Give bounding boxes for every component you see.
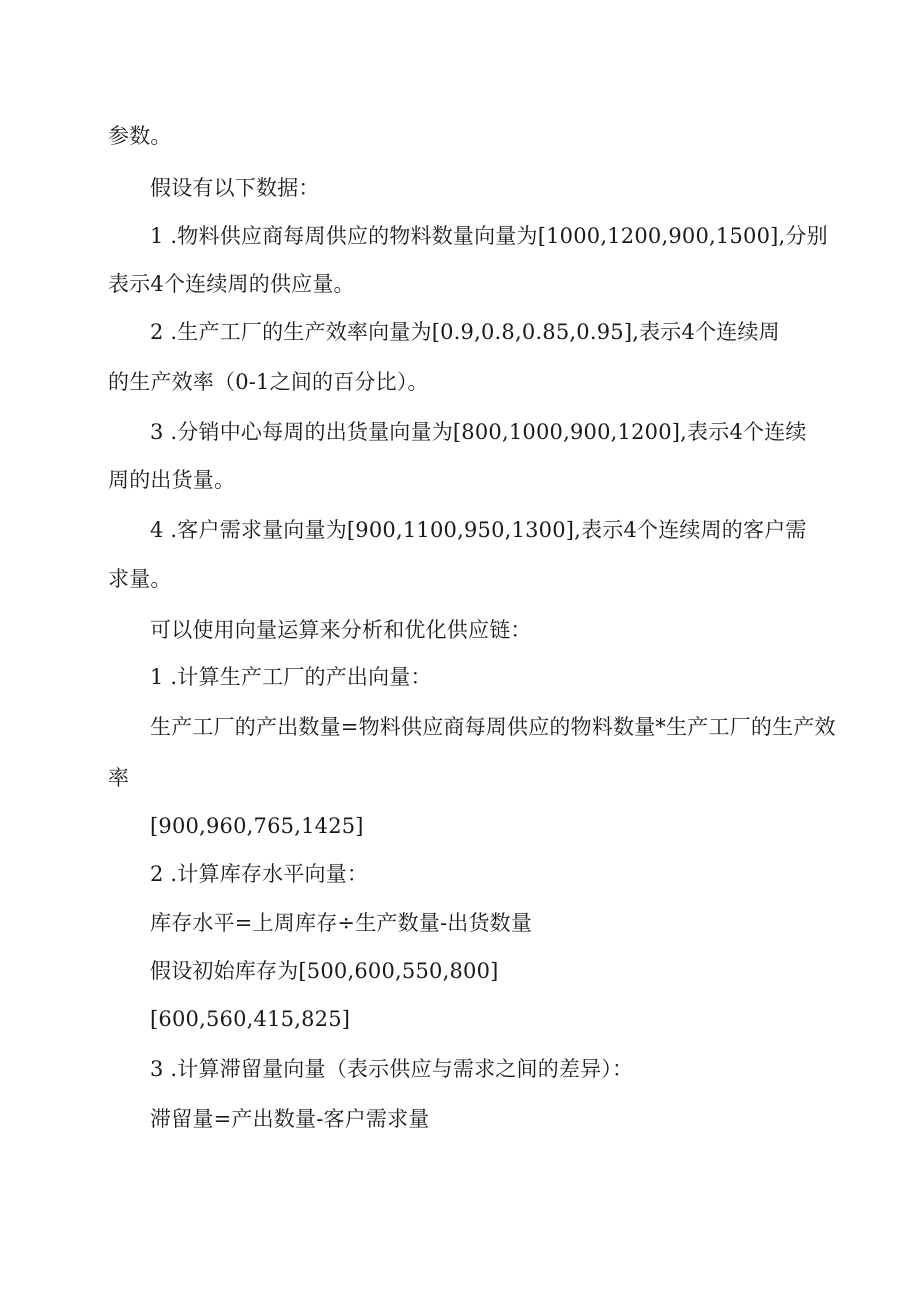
list-item-line: 的生产效率（0-1之间的百分比）。 (108, 370, 429, 394)
formula-line: 库存水平=上周库存÷生产数量-出货数量 (150, 911, 533, 935)
paragraph-line: 假设初始库存为[500,600,550,800] (150, 959, 499, 983)
step-heading: 1 .计算生产工厂的产出向量： (150, 665, 432, 689)
result-vector: [900,960,765,1425] (150, 814, 364, 838)
paragraph-line: 假设有以下数据： (150, 176, 320, 200)
list-item-line: 2 .生产工厂的生产效率向量为[0.9,0.8,0.85,0.95],表示4个连续周 (150, 320, 780, 344)
list-item-line: 1 .物料供应商每周供应的物料数量向量为[1000,1200,900,1500],分别 (150, 224, 828, 248)
list-item-line: 3 .分销中心每周的出货量向量为[800,1000,900,1200],表示4个连续 (150, 420, 807, 444)
formula-line: 滞留量=产出数量-客户需求量 (150, 1107, 430, 1131)
paragraph-line: 参数。 (108, 124, 172, 148)
result-vector: [600,560,415,825] (150, 1007, 351, 1031)
formula-line: 率 (108, 766, 130, 790)
paragraph-line: 可以使用向量运算来分析和优化供应链： (150, 618, 532, 642)
step-heading: 2 .计算库存水平向量： (150, 862, 369, 886)
list-item-line: 4 .客户需求量向量为[900,1100,950,1300],表示4个连续周的客户需 (150, 518, 807, 542)
list-item-line: 求量。 (108, 567, 172, 591)
formula-line: 生产工厂的产出数量=物料供应商每周供应的物料数量*生产工厂的生产效 (150, 715, 836, 739)
list-item-line: 周的出货量。 (108, 468, 236, 492)
step-heading: 3 .计算滞留量向量（表示供应与需求之间的差异）： (150, 1057, 634, 1081)
list-item-line: 表示4个连续周的供应量。 (108, 272, 355, 296)
